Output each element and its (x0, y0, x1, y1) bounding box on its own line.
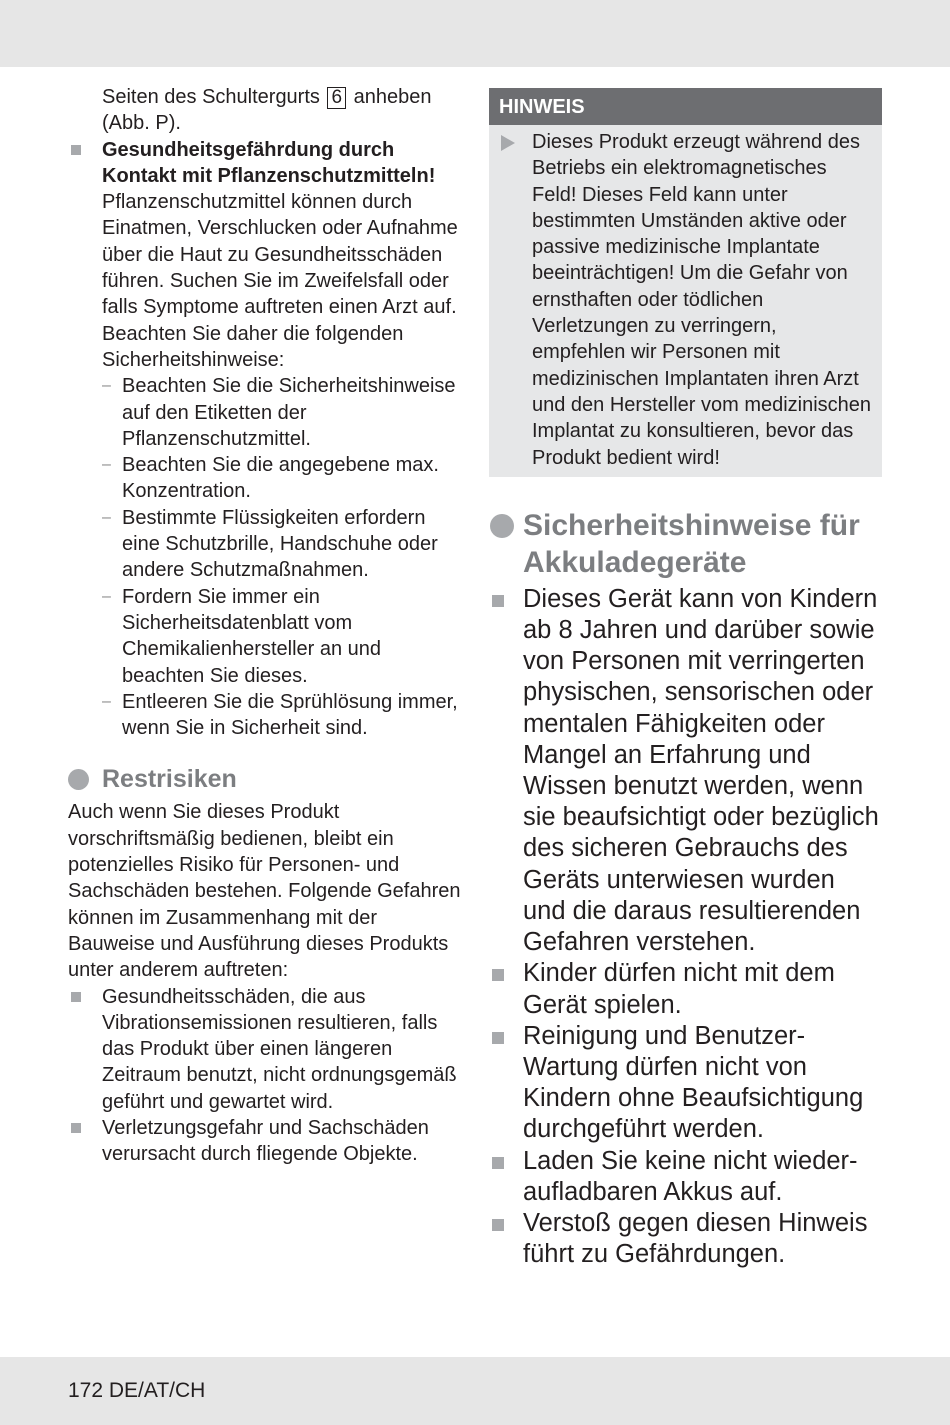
dash-text: Fordern Sie immer ein Sicherheitsdatenblatt vom Chemikalienhersteller an und beachten Sie dieses. (122, 585, 382, 687)
akku-item (489, 1146, 882, 1208)
dash-bullet-icon: – (102, 692, 111, 710)
dash-item (68, 373, 468, 452)
restrisiken-item-text: Verletzungsgefahr und Sachschäden verursacht durch fliegende Objekte. (102, 1116, 429, 1166)
akku-item-text: Kinder dürfen nicht mit dem Gerät spielen. (523, 959, 835, 1019)
akku-heading (489, 507, 882, 581)
restrisiken-heading-text: Restrisiken (102, 765, 237, 794)
dash-item (68, 505, 468, 584)
right-column (489, 88, 882, 1270)
akku-list (489, 584, 882, 1270)
akku-item-text: Dieses Gerät kann von Kindern ab 8 Jahren und darüber sowie von Personen mit verringerten physischen, sensorischen oder mentalen Fähigkeiten oder Mangel an Erfahrung und Wissen benutzt werden, wenn sie beaufsichtigt oder bezüglich des sicheren Gebrauchs des Geräts unterwiesen wurden und die daraus resultierenden Gefahren verstehen. (523, 584, 879, 957)
circle-bullet-icon (68, 769, 89, 790)
dash-text: Beachten Sie die angegebene max. Konzentration. (122, 454, 439, 503)
left-column (68, 84, 468, 1168)
warning-item (68, 137, 468, 374)
intro-after: anheben (Abb. P). (102, 86, 432, 135)
hinweis-text: Dieses Produkt erzeugt während des Betriebs ein elektromagnetisches Feld! Dieses Feld kann unter bestimmten Umständen aktive oder passive medizinische Implantate beeinträchtigen! Um die Gefahr von ernsthaften oder tödlichen Verletzungen zu verringern, empfehlen wir Personen mit medizinischen Implantaten ihren Arzt und den Hersteller vom medizinischen Implantat zu konsultieren, bevor das Produkt bedient wird! (532, 131, 872, 469)
akku-item-text: Laden Sie keine nicht wieder-aufladbaren Akkus auf. (523, 1146, 858, 1206)
dash-bullet-icon: – (102, 508, 111, 526)
akku-item-text: Verstoß gegen diesen Hinweis führt zu Gefährdungen. (523, 1208, 868, 1269)
akku-item (489, 1021, 882, 1146)
warning-title-line2: Kontakt mit Pflanzenschutzmitteln! (102, 164, 436, 187)
intro-text (68, 84, 468, 137)
akku-item (489, 958, 882, 1020)
warning-text: Pflanzenschutzmittel können durch Einatmen, Verschlucken oder Aufnahme über die Haut zu Gesundheitsschäden führen. Suchen Sie im Zweifelsfall oder falls Symptome auftreten einen Arzt auf. Beachten Sie daher die folgenden Sicherheitshinweise: (102, 191, 458, 371)
restrisiken-heading (68, 763, 468, 795)
dash-bullet-icon: – (102, 377, 111, 395)
hinweis-box (489, 125, 882, 477)
square-bullet-icon (492, 1157, 504, 1169)
warning-title-line1: Gesundheitsgefährdung durch (102, 138, 395, 161)
dash-bullet-icon: – (102, 456, 111, 474)
akku-item (489, 584, 882, 958)
page-number: 172 DE/AT/CH (68, 1379, 206, 1402)
restrisiken-item-text: Gesundheitsschäden, die aus Vibrationsemissionen resultieren, falls das Produkt über einen längeren Zeitraum benutzt, nicht ordnungsgemäß geführt und gewartet wird. (102, 985, 457, 1113)
square-bullet-icon (71, 145, 81, 155)
dash-item (68, 584, 468, 689)
part-reference-box: 6 (327, 87, 346, 109)
dash-text: Entleeren Sie die Sprühlösung immer, wenn Sie in Sicherheit sind. (122, 690, 458, 740)
square-bullet-icon (492, 595, 504, 607)
akku-item-text: Reinigung und Benutzer-Wartung dürfen nicht von Kindern ohne Beaufsichtigung durchgeführt werden. (523, 1021, 864, 1144)
square-bullet-icon (492, 1032, 504, 1044)
dash-text: Beachten Sie die Sicherheitshinweise auf den Etiketten der Pflanzenschutzmittel. (122, 375, 456, 450)
square-bullet-icon (492, 1219, 504, 1231)
dash-item (68, 689, 468, 742)
intro-before: Seiten des Schultergurts (102, 86, 320, 108)
dash-bullet-icon: – (102, 587, 111, 605)
square-bullet-icon (71, 1123, 81, 1133)
restrisiken-paragraph: Auch wenn Sie dieses Produkt vorschriftsmäßig bedienen, bleibt ein potenzielles Risiko für Personen- und Sachschäden bestehen. Folgende Gefahren können im Zusammenhang mit der Bauweise und Ausführung dieses Produkts unter anderem auftreten: (68, 801, 461, 982)
square-bullet-icon (492, 969, 504, 981)
circle-bullet-icon (490, 514, 514, 538)
restrisiken-item (68, 1115, 468, 1168)
dash-item (68, 452, 468, 505)
dash-text: Bestimmte Flüssigkeiten erfordern eine Schutzbrille, Handschuhe oder andere Schutzmaßnahmen. (122, 506, 438, 582)
hinweis-label: HINWEIS (489, 88, 882, 125)
triangle-arrow-icon (501, 135, 515, 151)
restrisiken-item (68, 984, 468, 1115)
akku-item (489, 1208, 882, 1270)
header-band (0, 0, 950, 67)
square-bullet-icon (71, 992, 81, 1002)
akku-heading-text: Sicherheitshinweise für Akkuladegeräte (523, 508, 860, 579)
